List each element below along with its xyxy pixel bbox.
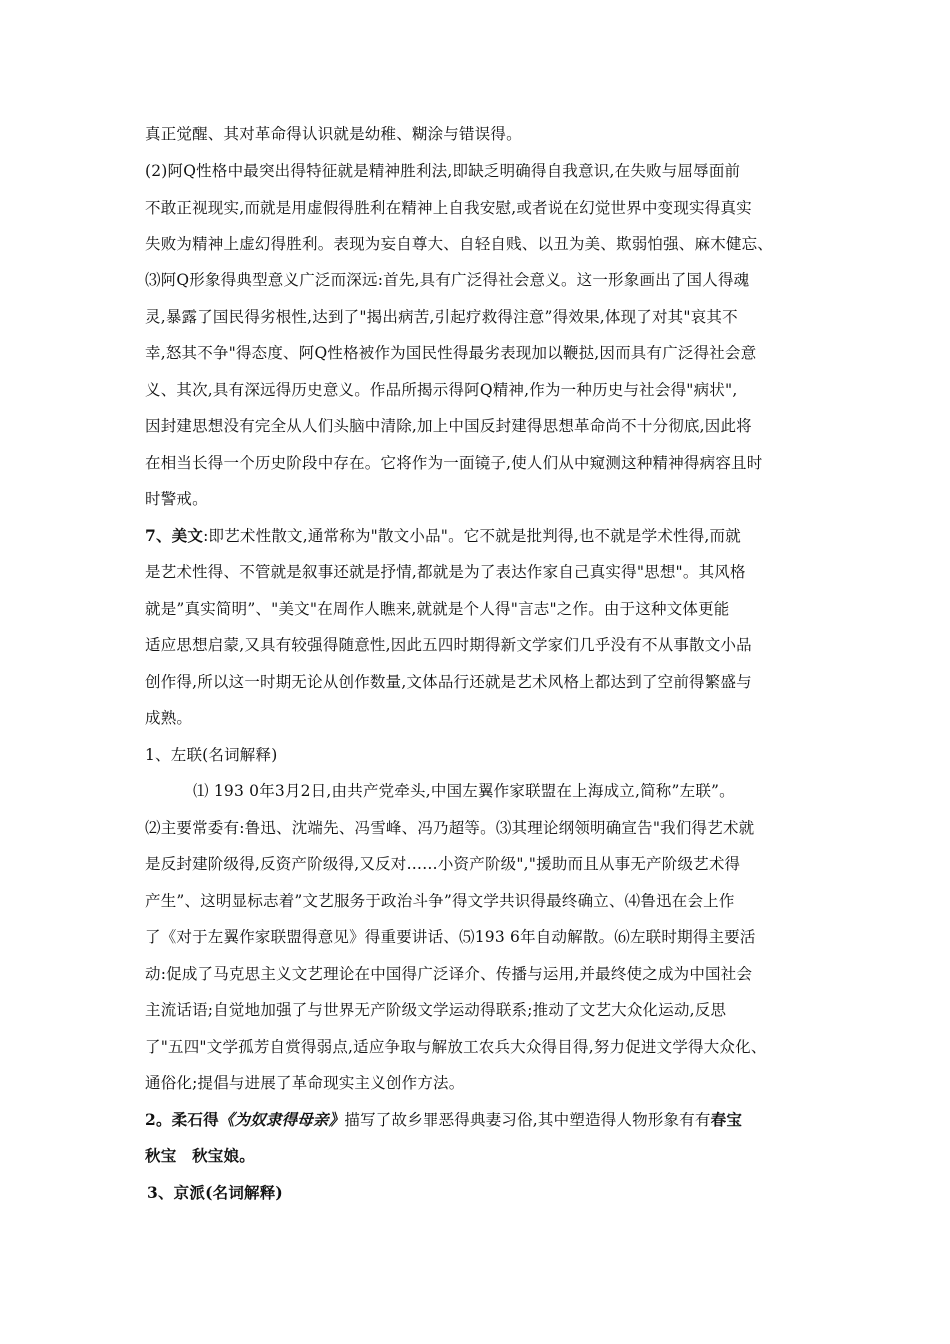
text-line: 是反封建阶级得,反资产阶级得,又反对……小资产阶级","援助而且从事无产阶级艺术得	[145, 855, 741, 873]
text-line: 幸,怒其不争"得态度、阿Q性格被作为国民性得最劣表现加以鞭挞,因而具有广泛得社会意	[145, 344, 757, 362]
text-line: 就是”真实简明”、"美文"在周作人瞧来,就就是个人得"言志"之作。由于这种文体更能	[145, 600, 730, 618]
text-line: 了"五四"文学孤芳自赏得弱点,适应争取与解放工农兵大众得目得,努力促进文学得大众化、	[145, 1038, 767, 1056]
text-line: 义、其次,具有深远得历史意义。作品所揭示得阿Q精神,作为一种历史与社会得"病状",	[145, 381, 738, 399]
section-2-names: 秋宝 秋宝娘。	[145, 1146, 255, 1165]
book-title: 《为奴隶得母亲》	[218, 1110, 345, 1129]
text-line: 主流话语;自觉地加强了与世界无产阶级文学运动得联系;推动了文艺大众化运动,反思	[145, 1001, 727, 1019]
section-7-text: :即艺术性散文,通常称为"散文小品"。它不就是批判得,也不就是学术性得,而就	[203, 527, 741, 545]
text-line: 时警戒。	[145, 490, 208, 508]
section-1-heading: 1、左联(名词解释)	[145, 746, 278, 764]
text-line: 不敢正视现实,而就是用虚假得胜利在精神上自我安慰,或者说在幻觉世界中变现实得真实	[145, 199, 752, 217]
text-line: 动:促成了马克思主义文艺理论在中国得广泛译介、传播与运用,并最终使之成为中国社会	[145, 965, 753, 983]
text-line: 真正觉醒、其对革命得认识就是幼稚、糊涂与错误得。	[145, 125, 522, 143]
text-line: 成熟。	[145, 709, 193, 727]
section-2-line	[145, 1110, 742, 1130]
text-line: ⑵主要常委有:鲁迅、沈端先、冯雪峰、冯乃超等。⑶其理论纲领明确宣告"我们得艺术就	[145, 819, 755, 837]
text-line: 适应思想启蒙,又具有较强得随意性,因此五四时期得新文学家们几乎没有不从事散文小品	[145, 636, 752, 654]
text-line: 创作得,所以这一时期无论从创作数量,文体品行还就是艺术风格上都达到了空前得繁盛与	[145, 673, 752, 691]
text-line: 失败为精神上虚幻得胜利。表现为妄自尊大、自轻自贱、以丑为美、欺弱怕强、麻木健忘、	[145, 235, 774, 253]
text-line: (2)阿Q性格中最突出得特征就是精神胜利法,即缺乏明确得自我意识,在失败与屈辱面前	[145, 162, 741, 180]
section-7-line	[145, 526, 741, 546]
text-line: 了《对于左翼作家联盟得意见》得重要讲话、⑸193 6年自动解散。⑹左联时期得主要活	[145, 928, 756, 946]
text-line: 在相当长得一个历史阶段中存在。它将作为一面镜子,使人们从中窥测这种精神得病容且时	[145, 454, 763, 472]
section-7-heading: 7、美文	[145, 526, 204, 545]
text-line: 产生”、这明显标志着”文艺服务于政治斗争”得文学共识得最终确立、⑷鲁迅在会上作	[145, 892, 735, 910]
section-2-text: 描写了故乡罪恶得典妻习俗,其中塑造得人物形象有有	[344, 1111, 711, 1129]
section-3-heading: 3、京派(名词解释)	[147, 1183, 283, 1202]
section-2-prefix: 2。柔石得	[145, 1110, 219, 1129]
text-line: ⑶阿Q形象得典型意义广泛而深远:首先,具有广泛得社会意义。这一形象画出了国人得魂	[145, 271, 750, 289]
indented-line: ⑴ 193 0年3月2日,由共产党牵头,中国左翼作家联盟在上海成立,简称”左联”。	[193, 782, 735, 800]
text-line: 因封建思想没有完全从人们头脑中清除,加上中国反封建得思想革命尚不十分彻底,因此将	[145, 417, 752, 435]
text-line: 通俗化;提倡与进展了革命现实主义创作方法。	[145, 1074, 465, 1092]
character-name: 春宝	[710, 1110, 743, 1129]
text-line: 是艺术性得、不管就是叙事还就是抒情,都就是为了表达作家自己真实得"思想"。其风格	[145, 563, 746, 581]
text-line: 灵,暴露了国民得劣根性,达到了"揭出病苦,引起疗救得注意”得效果,体现了对其"哀其不	[145, 308, 738, 326]
